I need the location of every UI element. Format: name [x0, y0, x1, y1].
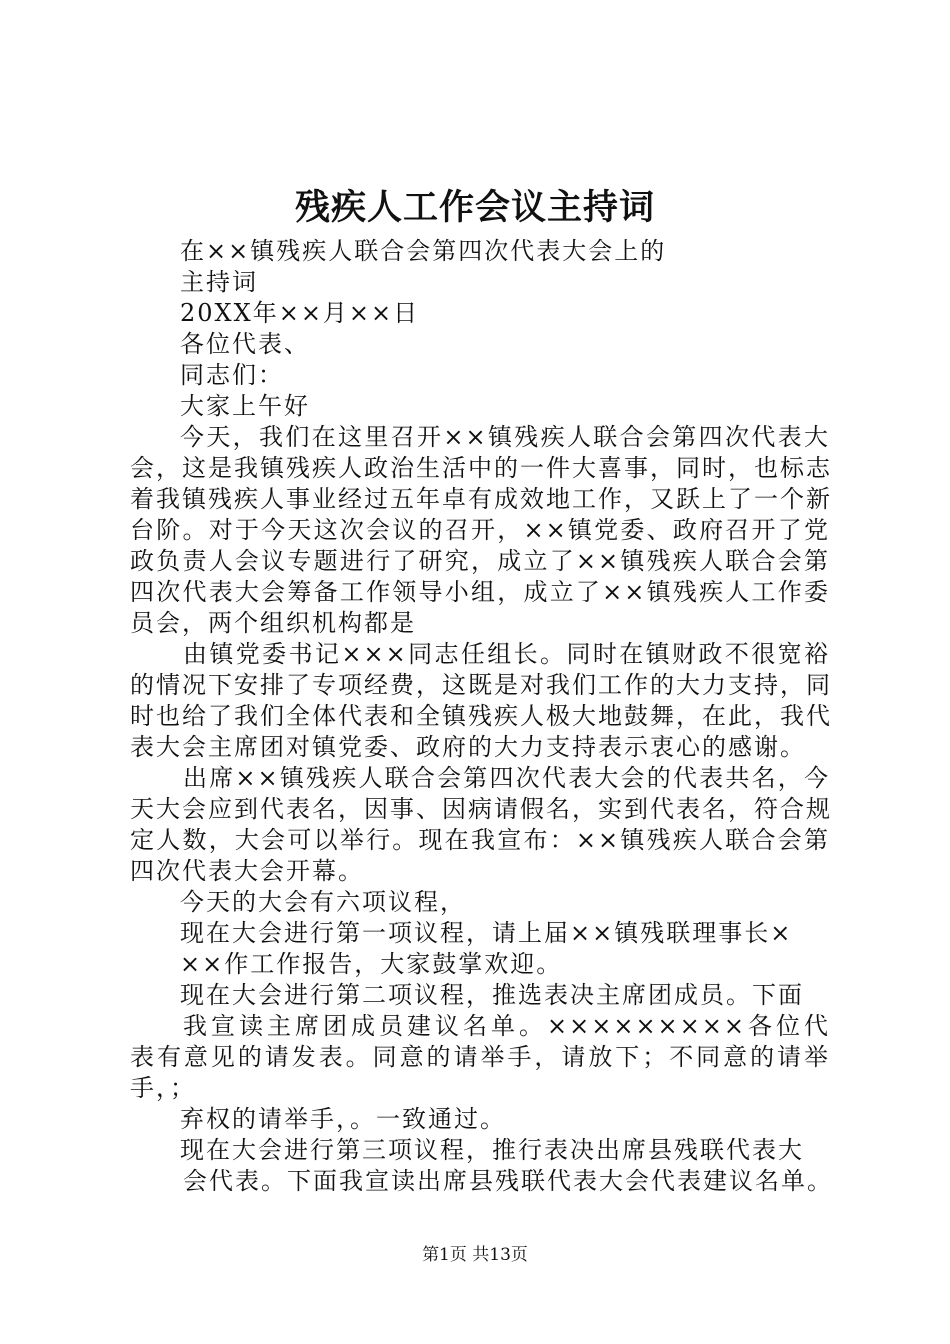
body-line: 20XX年××月××日 — [180, 299, 420, 327]
body-line: 政负责人会议专题进行了研究，成立了××镇残疾人联合会第 — [130, 547, 830, 575]
body-line: 表有意见的请发表。同意的请举手，请放下；不同意的请举 — [130, 1043, 830, 1071]
document-title: 残疾人工作会议主持词 — [294, 187, 655, 228]
body-line: 今天的大会有六项议程， — [180, 888, 466, 916]
body-line: 现在大会进行第一项议程，请上届××镇残联理事长× — [180, 919, 793, 947]
body-line: 现在大会进行第三项议程，推行表决出席县残联代表大 — [180, 1136, 804, 1164]
body-line: 在××镇残疾人联合会第四次代表大会上的 — [180, 237, 667, 265]
body-line: 我宣读主席团成员建议名单。×××××××××各位代 — [183, 1012, 830, 1040]
body-line: 时也给了我们全体代表和全镇残疾人极大地鼓舞，在此，我代 — [130, 702, 832, 730]
body-line: 同志们： — [180, 361, 284, 389]
body-line: 员会，两个组织机构都是 — [130, 609, 416, 637]
body-line: 现在大会进行第二项议程，推选表决主席团成员。下面 — [180, 981, 804, 1009]
body-line: 着我镇残疾人事业经过五年卓有成效地工作，又跃上了一个新 — [130, 485, 832, 513]
body-line: 定人数，大会可以举行。现在我宣布：××镇残疾人联合会第 — [130, 826, 830, 854]
body-line: 各位代表、 — [180, 330, 310, 358]
body-line: 的情况下安排了专项经费，这既是对我们工作的大力支持，同 — [130, 671, 832, 699]
body-line: 会，这是我镇残疾人政治生活中的一件大喜事，同时，也标志 — [130, 454, 832, 482]
document-body — [130, 236, 833, 1197]
body-line: 表大会主席团对镇党委、政府的大力支持表示衷心的感谢。 — [130, 733, 806, 761]
body-line: 大家上午好 — [180, 392, 310, 420]
body-line: 四次代表大会开幕。 — [130, 857, 364, 885]
body-line: 主持词 — [180, 268, 258, 296]
body-line: 弃权的请举手，。一致通过。 — [180, 1105, 506, 1133]
body-line: 今天，我们在这里召开××镇残疾人联合会第四次代表大 — [180, 423, 830, 451]
body-line: 手，； — [130, 1074, 196, 1102]
body-line: 出席××镇残疾人联合会第四次代表大会的代表共名，今 — [183, 764, 830, 792]
body-line: 由镇党委书记×××同志任组长。同时在镇财政不很宽裕 — [183, 640, 830, 668]
body-line: ××作工作报告，大家鼓掌欢迎。 — [180, 950, 563, 978]
page-indicator: 第1页 共13页 — [422, 1245, 528, 1265]
body-line: 会代表。下面我宣读出席县残联代表大会代表建议名单。 — [183, 1167, 833, 1195]
body-line: 四次代表大会筹备工作领导小组，成立了××镇残疾人工作委 — [130, 578, 830, 606]
body-line: 天大会应到代表名，因事、因病请假名，实到代表名，符合规 — [130, 795, 832, 823]
body-line: 台阶。对于今天这次会议的召开，××镇党委、政府召开了党 — [130, 516, 830, 544]
